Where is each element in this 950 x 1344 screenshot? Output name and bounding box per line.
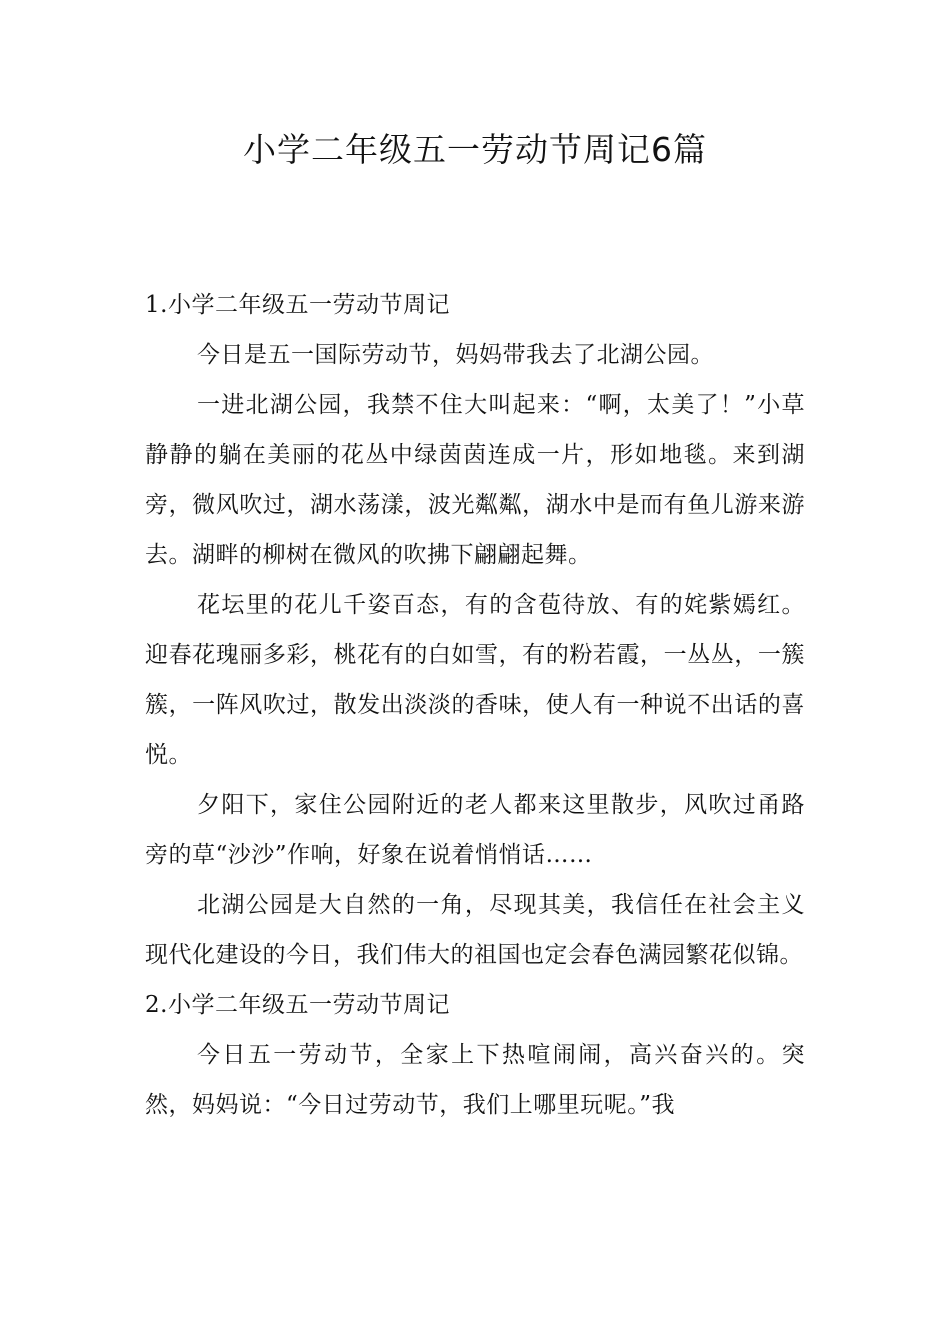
paragraph: 花坛里的花儿千姿百态，有的含苞待放、有的姹紫嫣红。迎春花瑰丽多彩，桃花有的白如雪，有的粉若霞，一丛丛，一簇簇，一阵风吹过，散发出淡淡的香味，使人有一种说不出话的喜悦。	[145, 592, 805, 768]
paragraph: 今日五一劳动节，全家上下热喧闹闹，高兴奋兴的。突然，妈妈说：“今日过劳动节，我们上哪里玩呢。”我	[145, 1042, 805, 1118]
document-body	[145, 280, 805, 1130]
paragraph: 一进北湖公园，我禁不住大叫起来：“啊，太美了！”小草静静的躺在美丽的花丛中绿茵茵连成一片，形如地毯。来到湖旁，微风吹过，湖水荡漾，波光粼粼，湖水中是而有鱼儿游来游去。湖畔的柳树在微风的吹拂下翩翩起舞。	[145, 392, 805, 568]
section-heading: 1.小学二年级五一劳动节周记	[145, 292, 450, 318]
document-title: 小学二年级五一劳动节周记6篇	[243, 130, 707, 169]
paragraph: 今日是五一国际劳动节，妈妈带我去了北湖公园。	[197, 342, 714, 368]
paragraph: 北湖公园是大自然的一角，尽现其美，我信任在社会主义现代化建设的今日，我们伟大的祖国也定会春色满园繁花似锦。	[145, 892, 805, 968]
section-heading: 2.小学二年级五一劳动节周记	[145, 992, 450, 1018]
paragraph: 夕阳下，家住公园附近的老人都来这里散步，风吹过甬路旁的草“沙沙”作响，好象在说着悄悄话……	[145, 792, 805, 868]
